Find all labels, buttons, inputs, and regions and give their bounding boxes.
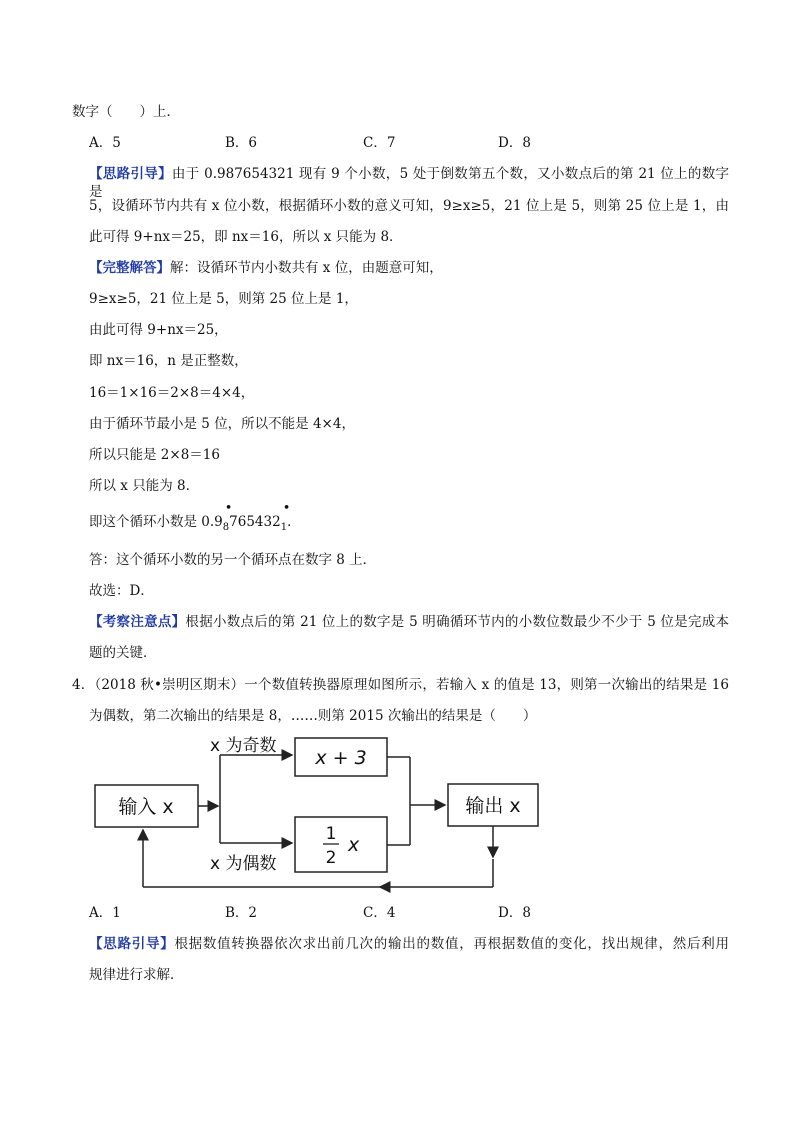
- q3-option-a: A．5: [89, 135, 121, 151]
- hint-line-2: 5，设循环节内共有 x 位小数，根据循环小数的意义可知，9≥x≥5，21 位上是 5，则第 25 位上是 1，由: [89, 198, 729, 214]
- hint-line-1: 【思路引导】由于 0.987654321 现有 9 个小数，5 处于倒数第五个数，又小数点后的第 21 位上的数字是: [89, 166, 730, 200]
- answer-line-2: 9≥x≥5，21 位上是 5，则第 25 位上是 1，: [89, 291, 358, 307]
- repeat-end-digit: • $_1$: [280, 501, 291, 533]
- choose-answer: 故选：D．: [89, 583, 154, 599]
- note-line-2: 题的关键．: [89, 645, 157, 661]
- q4-option-c: C．4: [363, 905, 396, 921]
- answer-line-6: 由于循环节最小是 5 位，所以不能是 4×4，: [89, 416, 355, 432]
- q4-hint-line-1: 【思路引导】根据数值转换器依次求出前几次的输出的数值，再根据数值的变化，找出规律，然后利用: [89, 936, 730, 952]
- even-numerator: 1: [325, 824, 337, 844]
- cycle-decimal-line: 即这个循环小数是 0.9 • $_8$765432 • $_1$．: [89, 501, 301, 533]
- question-3-tail: 数字（ ）上．: [72, 104, 180, 120]
- question-4-line-1: 4．（2018 秋•崇明区期末）一个数值转换器原理如图所示，若输入 x 的值是 13，则第一次输出的结果是 16: [72, 677, 729, 693]
- repeat-start-digit: • $_8$: [222, 501, 233, 533]
- number-converter-diagram: [90, 733, 550, 893]
- even-variable: x: [348, 834, 360, 856]
- repeat-dot-icon: •: [224, 501, 233, 516]
- answer-line-8: 所以 x 只能为 8．: [89, 478, 200, 494]
- q3-option-c: C．7: [363, 135, 396, 151]
- answer-line-3: 由此可得 9+nx＝25，: [89, 322, 228, 338]
- answer-line-7: 所以只能是 2×8＝16: [89, 447, 220, 463]
- even-denominator: 2: [325, 848, 337, 868]
- input-label: 输入 x: [118, 796, 174, 818]
- q4-option-a: A．1: [89, 905, 121, 921]
- hint-tag: 【思路引导】: [89, 166, 172, 182]
- odd-condition-label: x 为奇数: [210, 736, 277, 756]
- hint-line-3: 此可得 9+nx＝25，即 nx＝16，所以 x 只能为 8．: [89, 229, 403, 245]
- answer-line-5: 16＝1×16＝2×8＝4×4，: [89, 385, 255, 401]
- answer-line-4: 即 nx＝16，n 是正整数，: [89, 353, 248, 369]
- q3-option-d: D．8: [498, 135, 531, 151]
- output-label: 输出 x: [465, 795, 521, 817]
- q4-option-b: B．2: [225, 905, 258, 921]
- even-condition-label: x 为偶数: [210, 854, 277, 874]
- q3-option-b: B．6: [225, 135, 258, 151]
- note-tag: 【考察注意点】: [89, 614, 186, 630]
- note-line-1: 【考察注意点】根据小数点后的第 21 位上的数字是 5 明确循环节内的小数位数最少不少于 5 位是完成本: [89, 614, 729, 630]
- even-box: [295, 817, 387, 872]
- q4-hint-line-2: 规律进行求解．: [89, 967, 184, 983]
- odd-box-formula: x + 3: [315, 747, 367, 769]
- q4-hint-tag: 【思路引导】: [89, 936, 175, 952]
- repeat-dot-icon: •: [282, 501, 291, 516]
- answer-final: 答：这个循环小数的另一个循环点在数字 8 上．: [89, 552, 377, 568]
- answer-tag: 【完整解答】: [89, 260, 170, 276]
- q4-option-d: D．8: [498, 905, 531, 921]
- answer-line-1: 【完整解答】解：设循环节内小数共有 x 位，由题意可知，: [89, 260, 443, 276]
- question-4-line-2: 为偶数，第二次输出的结果是 8，……则第 2015 次输出的结果是（ ）: [89, 708, 537, 724]
